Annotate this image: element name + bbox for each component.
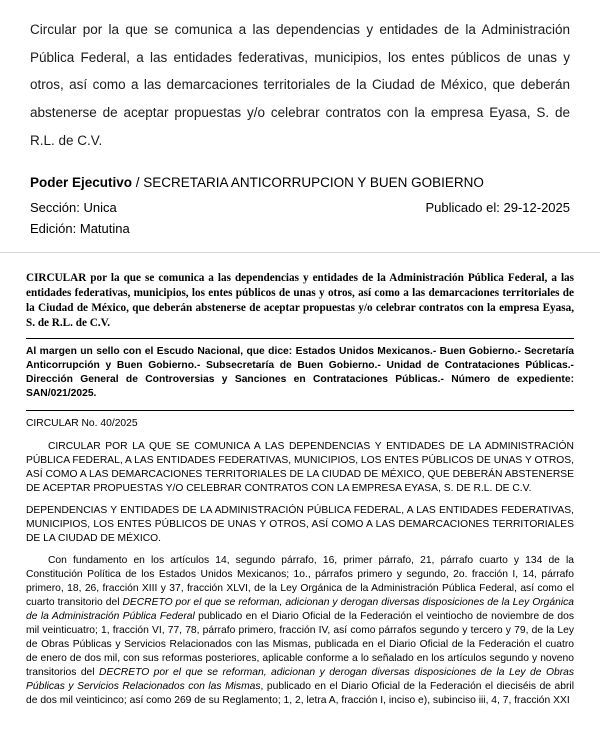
paragraph-3-part3: , publicado en el Diario Oficial de la Federación el dieciséis de abril de dos mil veinticinco; así como 269 de su Reglamento; 1, 2, letra A, fracción I, inciso e), subinciso iii, 4, 7, fracción XXI (26, 681, 574, 707)
divider-top (26, 338, 574, 339)
paragraph-2: DEPENDENCIAS Y ENTIDADES DE LA ADMINISTRACIÓN PÚBLICA FEDERAL, A LAS ENTIDADES FEDERATIVAS, MUNICIPIOS, LOS ENTES PÚBLICOS DE UNAS Y OTROS, ASÍ COMO A LAS DEMARCACIONES TERRITORIALES DE LA CIUDAD DE MÉXICO. (26, 505, 574, 545)
document-title-paragraph: CIRCULAR por la que se comunica a las dependencias y entidades de la Administración Pública Federal, a las entidades federativas, municipios, los entes públicos de unas y otros, así como a las demarcaciones territoriales de la Ciudad de México, que deberán abstenerse de aceptar propuestas y/o celebrar contratos con la empresa Eyasa, S. de R.L. de C.V. (26, 271, 574, 330)
paragraph-3-italic2: DECRETO por el que se reforman, adicionan y derogan diversas disposiciones de la Ley de Obras Públicas y Servicios Relacionados con las Mismas (26, 667, 574, 693)
authority-line (30, 172, 570, 194)
paragraph-3 (26, 554, 574, 708)
section-label: Sección: Unica (30, 199, 117, 215)
document-body (0, 263, 600, 708)
edition-label: Edición: Matutina (30, 221, 130, 237)
branch-label: Poder Ejecutivo (30, 175, 133, 191)
section-gap (0, 253, 600, 263)
section-row (30, 197, 570, 218)
paragraph-3-part2: publicado en el Diario Oficial de la Federación el veintiocho de noviembre de dos mil veinticuatro; 1, fracción VI, 77, 78, párrafo primero, fracción IV, así como párrafos segundo y tercero y 79, de la Ley de Obras Públicas y Servicios Relacionados con las Mismas, publicada en el Diario Oficial de la Federación el cuatro de enero de dos mil, con sus reformas posteriores, aplicable conforme a lo señalado en los artículos segundo y noveno transitorios del (26, 611, 574, 679)
agency-label: SECRETARIA ANTICORRUPCION Y BUEN GOBIERNO (143, 175, 484, 191)
published-label: Publicado el: 29-12-2025 (425, 199, 570, 215)
seal-paragraph: Al margen un sello con el Escudo Nacional, que dice: Estados Unidos Mexicanos.- Buen Gobierno.- Secretaría Anticorrupción y Buen Gobierno.- Subsecretaría de Buen Gobierno.- Unidad de Contrataciones Públicas.- Dirección General de Controversias y Sanciones en Contrataciones Públicas.- Número de expediente: SAN/021/2025. (26, 346, 574, 400)
paragraph-3-part1: Con fundamento en los artículos 14, segundo párrafo, 16, primer párrafo, 21, párrafo cuarto y 134 de la Constitución Política de los Estados Unidos Mexicanos; 1o., párrafos primero y segundo, 2o. fracción I, 14, párrafo primero, 18, 26, fracción XIII y 37, fracción XLVI, de la Ley Orgánica de la Administración Pública Federal, así como el cuarto transitorio del (26, 555, 574, 609)
paragraph-3-italic1: DECRETO por el que se reforman, adicionan y derogan diversas disposiciones de la Ley Orgánica de la Administración Pública Federal (26, 597, 574, 623)
summary-block (0, 0, 600, 158)
paragraph-1: CIRCULAR POR LA QUE SE COMUNICA A LAS DEPENDENCIAS Y ENTIDADES DE LA ADMINISTRACIÓN PÚBLICA FEDERAL, A LAS ENTIDADES FEDERATIVAS, MUNICIPIOS, LOS ENTES PÚBLICOS DE UNAS Y OTROS, ASÍ COMO A LAS DEMARCACIONES TERRITORIALES DE LA CIUDAD DE MÉXICO, QUE DEBERÁN ABSTENERSE DE ACEPTAR PROPUESTAS Y/O CELEBRAR CONTRATOS CON LA EMPRESA EYASA, S. DE R.L. DE C.V. (26, 441, 574, 495)
branch-separator: / (132, 175, 144, 191)
metadata-block (0, 158, 600, 252)
divider-bottom (26, 410, 574, 411)
summary-text: Circular por la que se comunica a las dependencias y entidades de la Administración Pública Federal, a las entidades federativas, municipios, los entes públicos de unas y otros, así como a las demarcaciones territoriales de la Ciudad de México, que deberán abstenerse de aceptar propuestas y/o celebrar contratos con la empresa Eyasa, S. de R.L. de C.V. (30, 22, 570, 148)
edition-row (30, 218, 570, 239)
circular-number: CIRCULAR No. 40/2025 (26, 418, 138, 430)
